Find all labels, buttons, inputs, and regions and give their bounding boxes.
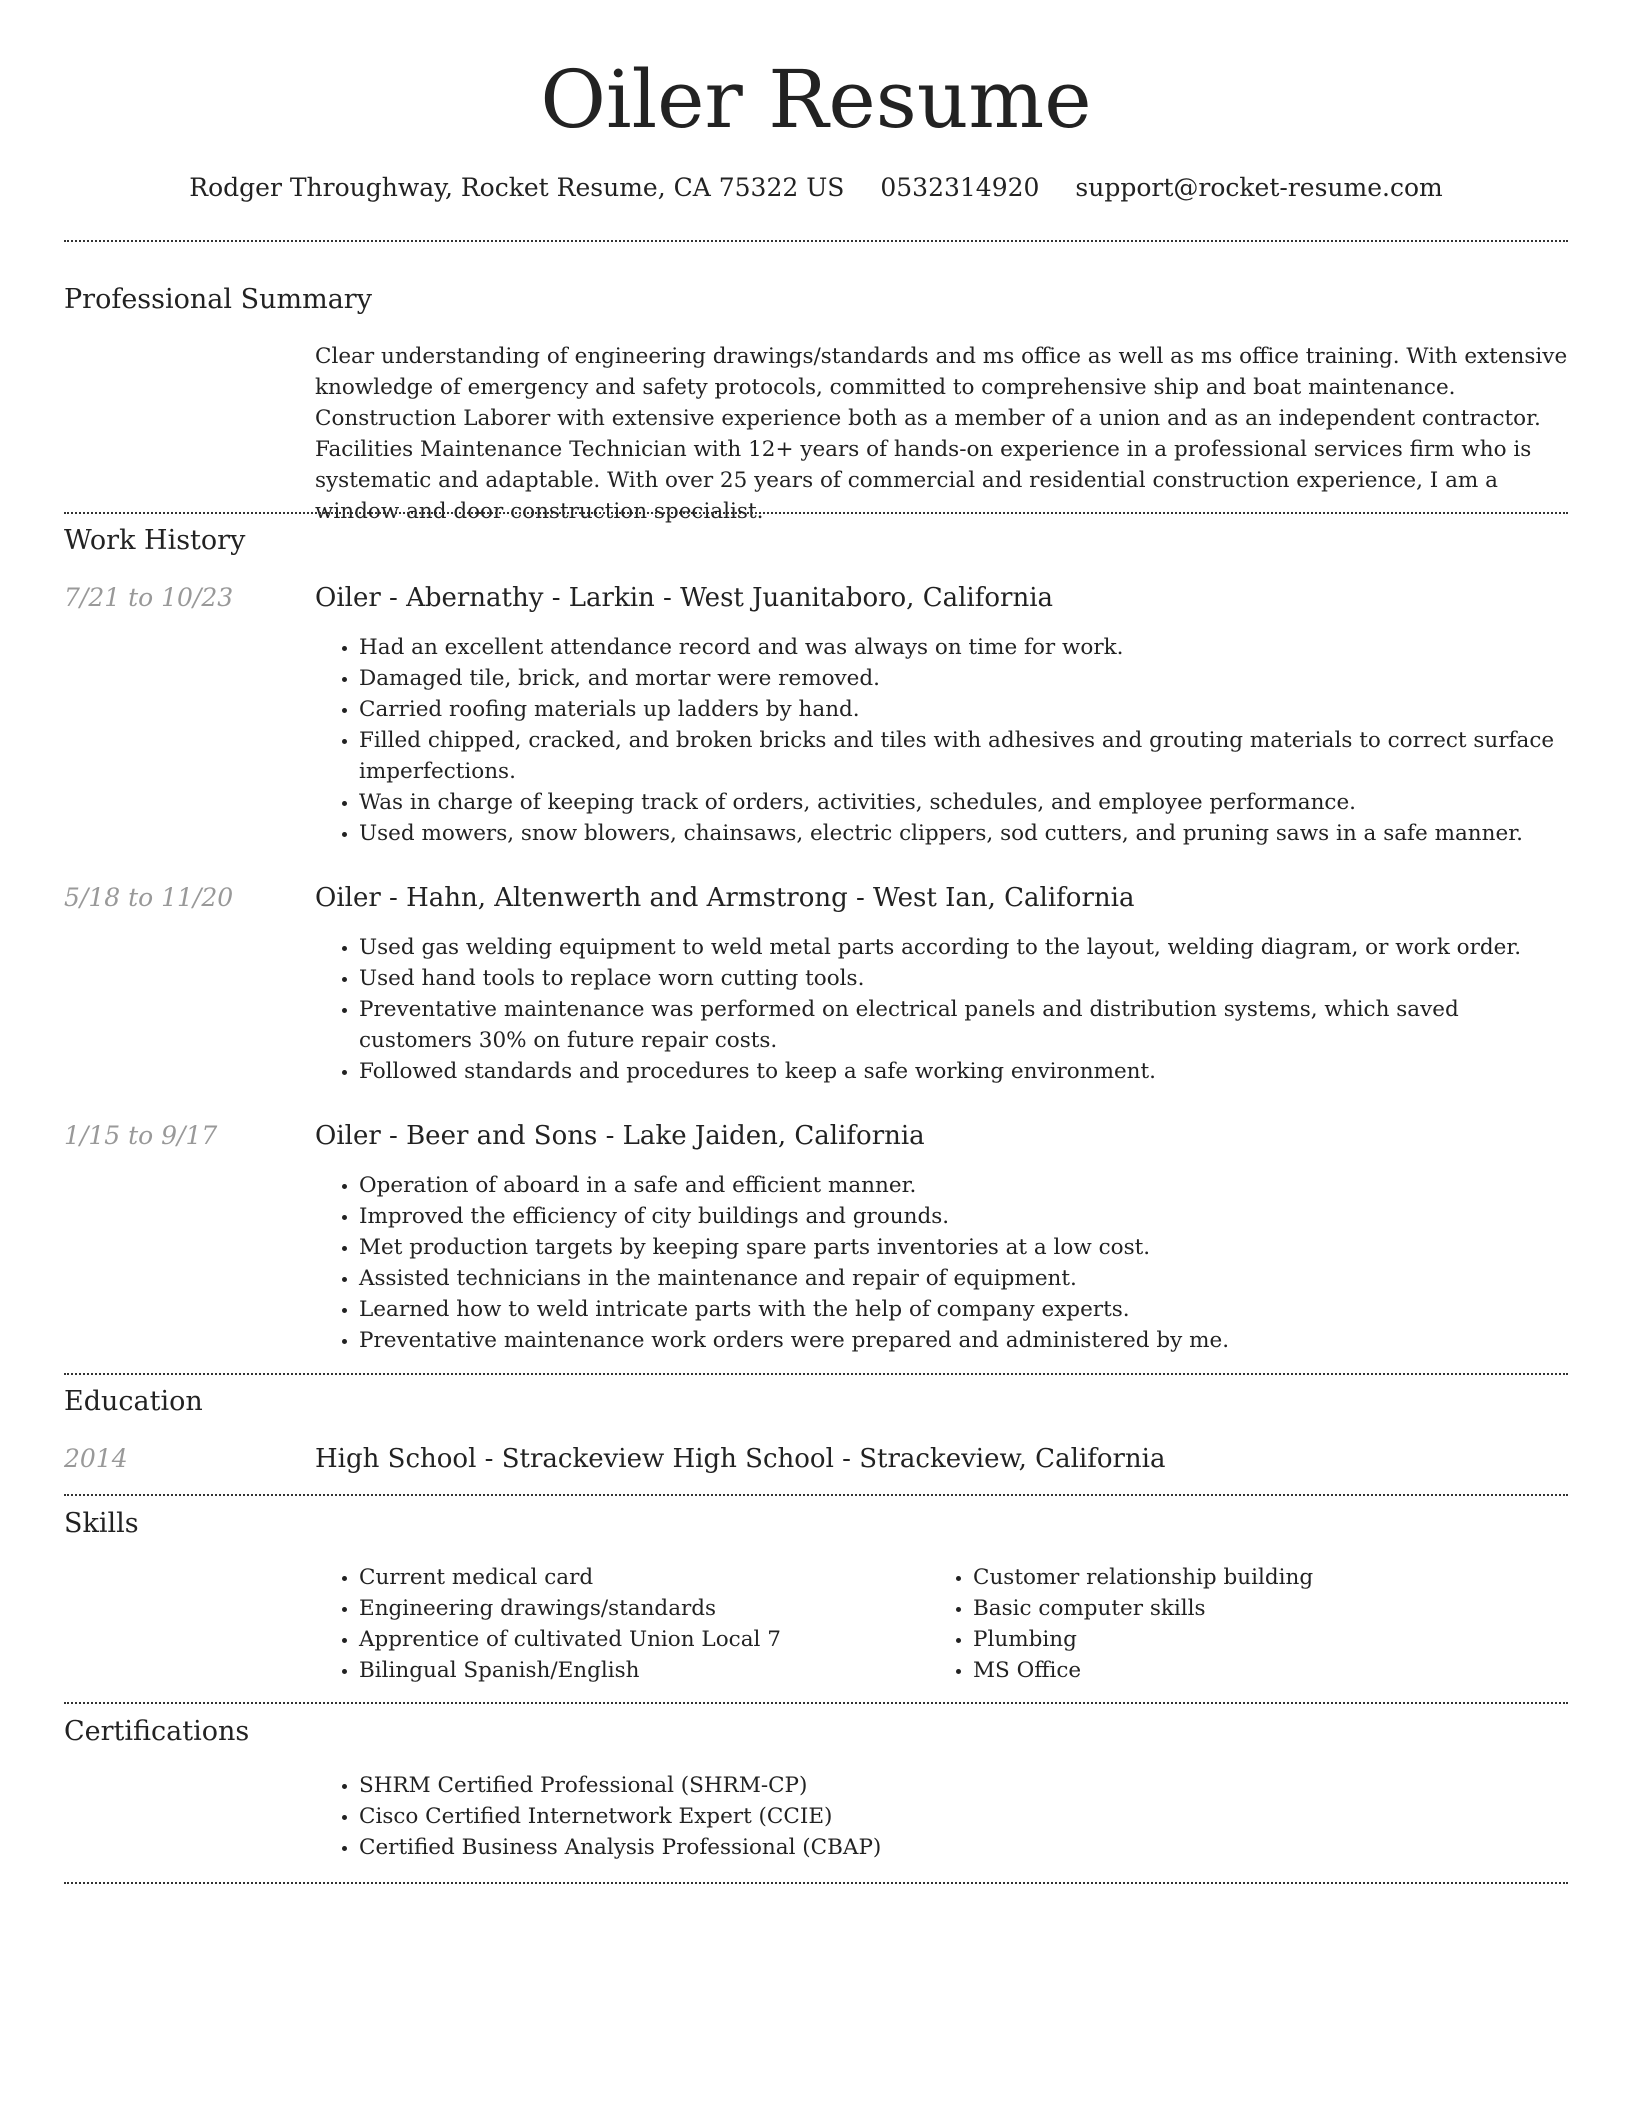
skills-list-right bbox=[929, 1562, 1544, 1686]
job-bullets bbox=[315, 932, 1568, 1087]
list-item: • Apprentice of cultivated Union Local 7 bbox=[359, 1624, 930, 1655]
job-title: Oiler - Abernathy - Larkin - West Juanitaboro, California bbox=[315, 583, 1054, 613]
education-year: 2014 bbox=[64, 1444, 128, 1473]
summary-text: Clear understanding of engineering drawings/standards and ms office as well as ms office training. With extensive knowledge of emergency and safety protocols, committed to comprehensive ship and boat maintenance. Construction Laborer with extensive experience both as a member of a union and as an independent contractor. Facilities Maintenance Technician with 12+ years of hands-on experience in a professional services firm who is systematic and adaptable. With over 25 years of commercial and residential construction experience, I am a window and door construction specialist. bbox=[315, 344, 1568, 524]
list-item: • Followed standards and procedures to keep a safe working environment. bbox=[359, 1056, 1568, 1087]
list-item: • Learned how to weld intricate parts with the help of company experts. bbox=[359, 1294, 1568, 1325]
education-heading: Education bbox=[64, 1386, 203, 1417]
list-item: • Cisco Certified Internetwork Expert (CCIE) bbox=[359, 1801, 1568, 1832]
divider bbox=[64, 1494, 1568, 1496]
list-item: • Operation of aboard in a safe and efficient manner. bbox=[359, 1170, 1568, 1201]
job-title: Oiler - Beer and Sons - Lake Jaiden, California bbox=[315, 1121, 925, 1151]
list-item: • Used hand tools to replace worn cutting tools. bbox=[359, 963, 1568, 994]
list-item: • Certified Business Analysis Professional (CBAP) bbox=[359, 1832, 1568, 1863]
job-dates: 1/15 to 9/17 bbox=[64, 1121, 218, 1150]
divider bbox=[64, 1373, 1568, 1375]
list-item: • Improved the efficiency of city buildings and grounds. bbox=[359, 1201, 1568, 1232]
list-item: • Current medical card bbox=[359, 1562, 930, 1593]
skills-list-left bbox=[315, 1562, 930, 1686]
contact-email[interactable]: support@rocket-resume.com bbox=[1075, 173, 1443, 202]
list-item: • Plumbing bbox=[973, 1624, 1544, 1655]
divider bbox=[64, 240, 1568, 242]
list-item: • Basic computer skills bbox=[973, 1593, 1544, 1624]
list-item: • Met production targets by keeping spare parts inventories at a low cost. bbox=[359, 1232, 1568, 1263]
job-title: Oiler - Hahn, Altenwerth and Armstrong - West Ian, California bbox=[315, 883, 1135, 913]
list-item: • Had an excellent attendance record and was always on time for work. bbox=[359, 632, 1568, 663]
skills-heading: Skills bbox=[64, 1508, 139, 1539]
list-item: • MS Office bbox=[973, 1655, 1544, 1686]
divider bbox=[64, 1702, 1568, 1704]
list-item: • Damaged tile, brick, and mortar were removed. bbox=[359, 663, 1568, 694]
work-history-heading: Work History bbox=[64, 525, 246, 556]
list-item: • Engineering drawings/standards bbox=[359, 1593, 930, 1624]
list-item: • Preventative maintenance work orders were prepared and administered by me. bbox=[359, 1325, 1568, 1356]
job-bullets bbox=[315, 632, 1568, 849]
divider bbox=[64, 512, 1568, 514]
certifications-heading: Certifications bbox=[64, 1716, 250, 1747]
divider bbox=[64, 1882, 1568, 1884]
list-item: • Carried roofing materials up ladders by hand. bbox=[359, 694, 1568, 725]
list-item: • Assisted technicians in the maintenance and repair of equipment. bbox=[359, 1263, 1568, 1294]
job-bullets bbox=[315, 1170, 1568, 1356]
education-entry: High School - Strackeview High School - Strackeview, California bbox=[315, 1444, 1166, 1474]
certifications-list bbox=[315, 1770, 1568, 1863]
contact-phone: 0532314920 bbox=[880, 173, 1040, 202]
list-item: • Was in charge of keeping track of orders, activities, schedules, and employee performance. bbox=[359, 787, 1568, 818]
list-item: • SHRM Certified Professional (SHRM-CP) bbox=[359, 1770, 1568, 1801]
resume-title: Oiler Resume bbox=[540, 53, 1092, 146]
list-item: • Customer relationship building bbox=[973, 1562, 1544, 1593]
summary-heading: Professional Summary bbox=[64, 284, 372, 315]
list-item: • Used mowers, snow blowers, chainsaws, electric clippers, sod cutters, and pruning saws in a safe manner. bbox=[359, 818, 1568, 849]
list-item: • Bilingual Spanish/English bbox=[359, 1655, 930, 1686]
contact-address: Rodger Throughway, Rocket Resume, CA 75322 US bbox=[189, 173, 845, 202]
job-dates: 7/21 to 10/23 bbox=[64, 583, 234, 612]
list-item: • Preventative maintenance was performed on electrical panels and distribution systems, which saved customers 30% on future repair costs. bbox=[359, 994, 1568, 1056]
job-dates: 5/18 to 11/20 bbox=[64, 883, 234, 912]
list-item: • Used gas welding equipment to weld metal parts according to the layout, welding diagram, or work order. bbox=[359, 932, 1568, 963]
contact-line bbox=[0, 172, 1632, 204]
list-item: • Filled chipped, cracked, and broken bricks and tiles with adhesives and grouting materials to correct surface imperfections. bbox=[359, 725, 1568, 787]
